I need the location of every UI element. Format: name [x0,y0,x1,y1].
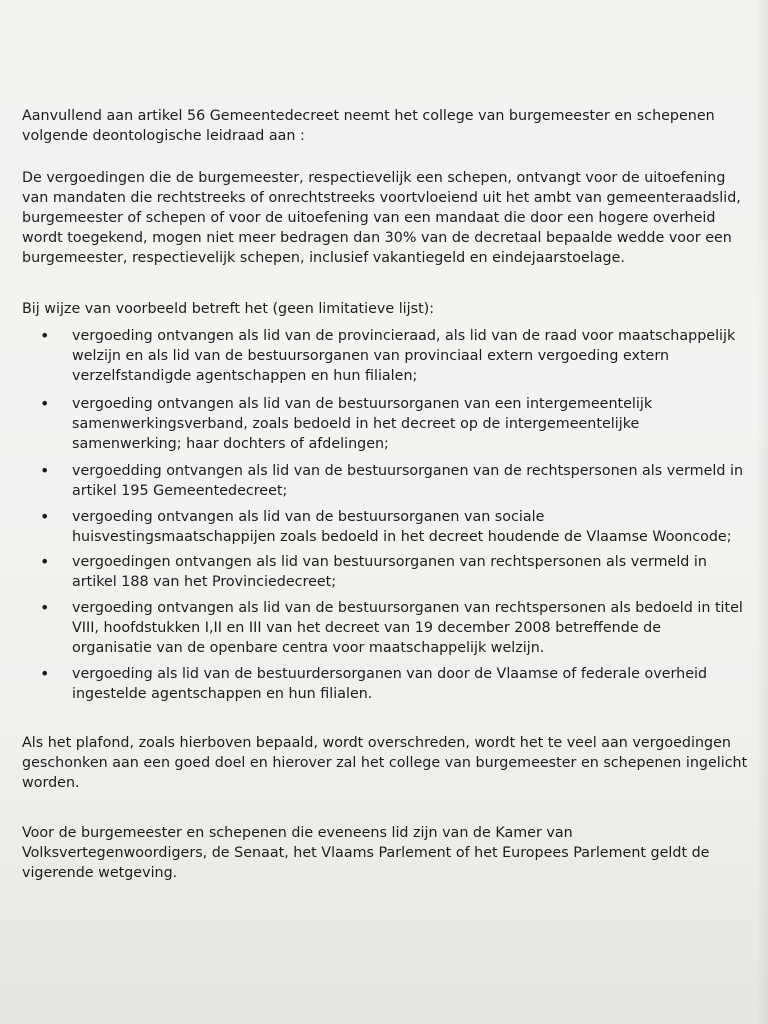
plafond-line: Als het plafond, zoals hierboven bepaald, wordt overschreden, wordt het te veel aan vergoedingen [22,735,731,751]
bullet-icon: • [40,664,50,683]
list-item-line: vergoedingen ontvangen als lid van bestuursorganen van rechtspersonen als vermeld in [72,554,707,570]
list-item-text [72,552,707,592]
list-item-text [72,394,652,454]
main-paragraph [22,168,741,268]
bullet-icon: • [40,394,50,413]
burgemeester-line: vigerende wetgeving. [22,865,178,881]
list-item-line: ingestelde agentschappen en hun filialen. [72,686,373,702]
list-item-text [72,461,743,501]
list-item-line: vergoeding ontvangen als lid van de provincieraad, als lid van de raad voor maatschappelijk [72,328,736,344]
main-line: De vergoedingen die de burgemeester, respectievelijk een schepen, ontvangt voor de uitoefening [22,170,726,186]
list-item-line: huisvestingsmaatschappijen zoals bedoeld in het decreet houdende de Vlaamse Wooncode; [72,529,732,545]
burgemeester-line: Volksvertegenwoordigers, de Senaat, het Vlaams Parlement of het Europees Parlement geldt de [22,845,710,861]
list-item-line: organisatie van de openbare centra voor maatschappelijk welzijn. [72,640,545,656]
main-line: van mandaten die rechtstreeks of onrechtstreeks voortvloeiend uit het ambt van gemeenteraadslid, [22,190,741,206]
bullet-icon: • [40,326,50,345]
plafond-paragraph [22,733,747,793]
list-item-line: samenwerkingsverband, zoals bedoeld in het decreet op de intergemeentelijke [72,416,640,432]
bullet-icon: • [40,552,50,571]
bullet-icon: • [40,598,50,617]
list-intro: Bij wijze van voorbeeld betreft het (geen limitatieve lijst): [22,301,435,317]
list-item-line: welzijn en als lid van de bestuursorganen van provinciaal extern vergoeding extern [72,348,670,364]
list-item-line: artikel 188 van het Provinciedecreet; [72,574,337,590]
list-item-text [72,598,743,658]
plafond-line: worden. [22,775,80,791]
list-item-line: vergoeding ontvangen als lid van de bestuursorganen van een intergemeentelijk [72,396,653,412]
list-item-line: vergoeding ontvangen als lid van de bestuursorganen van sociale [72,509,545,525]
intro-paragraph [22,106,715,146]
bullet-icon: • [40,461,50,480]
list-item-text [72,664,707,704]
list-item-line: vergoeding als lid van de bestuurdersorganen van door de Vlaamse of federale overheid [72,666,708,682]
list-item-line: samenwerking; haar dochters of afdelingen; [72,436,389,452]
bullet-icon: • [40,507,50,526]
intro-line: Aanvullend aan artikel 56 Gemeentedecreet neemt het college van burgemeester en schepenen [22,108,715,124]
burgemeester-paragraph [22,823,709,883]
main-line: burgemeester, respectievelijk schepen, inclusief vakantiegeld en eindejaarstoelage. [22,250,625,266]
main-line: wordt toegekend, mogen niet meer bedragen dan 30% van de decretaal bepaalde wedde voor een [22,230,732,246]
list-item-text [72,326,735,386]
list-item-line: artikel 195 Gemeentedecreet; [72,483,288,499]
list-item-line: VIII, hoofdstukken I,II en III van het decreet van 19 december 2008 betreffende de [72,620,662,636]
burgemeester-line: Voor de burgemeester en schepenen die eveneens lid zijn van de Kamer van [22,825,573,841]
list-item-line: verzelfstandigde agentschappen en hun filialen; [72,368,418,384]
main-line: burgemeester of schepen of voor de uitoefening van een mandaat die door een hogere overheid [22,210,716,226]
list-item-text [72,507,732,547]
list-item-line: vergoedding ontvangen als lid van de bestuursorganen van de rechtspersonen als vermeld in [72,463,744,479]
plafond-line: geschonken aan een goed doel en hierover zal het college van burgemeester en schepenen ingelicht [22,755,748,771]
list-item-line: vergoeding ontvangen als lid van de bestuursorganen van rechtspersonen als bedoeld in titel [72,600,743,616]
intro-line: volgende deontologische leidraad aan : [22,128,305,144]
